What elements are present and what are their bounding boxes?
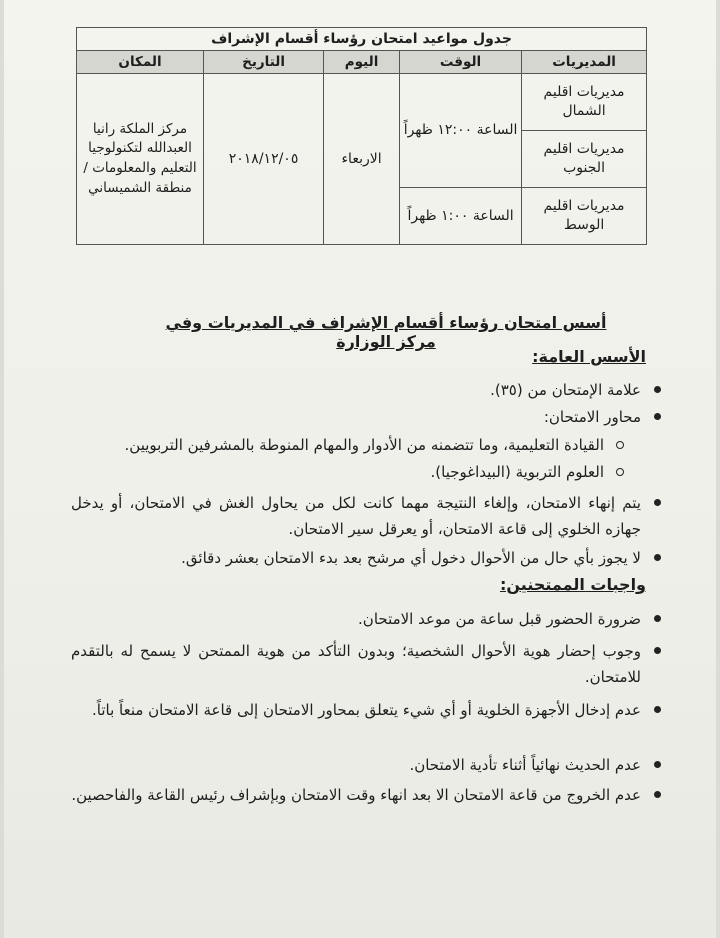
general-item: علامة الإمتحان من (٣٥). bbox=[71, 377, 641, 403]
duty-item: عدم الحديث نهائياً أثناء تأدية الامتحان. bbox=[71, 752, 641, 778]
table-caption: جدول مواعيد امتحان رؤساء أقسام الإشراف bbox=[77, 28, 647, 51]
duty-item: عدم الخروج من قاعة الامتحان الا بعد انهاء وقت الامتحان وبإشراف رئيس القاعة والفاحصين. bbox=[71, 782, 641, 808]
exam-schedule-table bbox=[76, 27, 647, 245]
document-title: أسس امتحان رؤساء أقسام الإشراف في المديريات وفي مركز الوزارة bbox=[165, 313, 607, 351]
sub-item: العلوم التربوية (البيداغوجيا). bbox=[74, 459, 604, 485]
general-item: يتم إنهاء الامتحان، وإلغاء النتيجة مهما كانت لكل من يحاول الغش في الامتحان، أو يدخل جهازه الخلوي إلى قاعة الامتحان، أو يعرقل سير الامتحان. bbox=[71, 490, 641, 542]
bullet-icon bbox=[654, 791, 661, 798]
bullet-icon bbox=[654, 499, 661, 506]
directorate-middle: مديريات اقليم الوسط bbox=[522, 188, 647, 245]
header-time: الوقت bbox=[400, 51, 522, 74]
bullet-icon bbox=[654, 386, 661, 393]
bullet-icon bbox=[654, 615, 661, 622]
bullet-icon bbox=[654, 706, 661, 713]
duty-item: عدم إدخال الأجهزة الخلوية أو أي شيء يتعلق بمحاور الامتحان إلى قاعة الامتحان منعاً باتاً. bbox=[71, 697, 641, 723]
bullet-icon bbox=[654, 761, 661, 768]
general-rules-title: الأسس العامة: bbox=[532, 347, 646, 366]
bullet-icon bbox=[654, 647, 661, 654]
duty-item: ضرورة الحضور قبل ساعة من موعد الامتحان. bbox=[71, 606, 641, 632]
duty-item: وجوب إحضار هوية الأحوال الشخصية؛ وبدون التأكد من هوية الممتحن لا يسمح له بالتقدم للامتحان. bbox=[71, 638, 641, 690]
bullet-icon bbox=[654, 413, 661, 420]
circle-bullet-icon bbox=[616, 468, 624, 476]
exam-day: الاربعاء bbox=[324, 74, 400, 245]
directorate-south: مديريات اقليم الجنوب bbox=[522, 131, 647, 188]
circle-bullet-icon bbox=[616, 441, 624, 449]
general-item: محاور الامتحان: bbox=[71, 404, 641, 430]
exam-date: ٢٠١٨/١٢/٠٥ bbox=[204, 74, 324, 245]
examinee-duties-title: واجبات الممتحنين: bbox=[499, 575, 646, 594]
header-directorates: المديريات bbox=[522, 51, 647, 74]
bullet-icon bbox=[654, 554, 661, 561]
time-middle: الساعة ١:٠٠ ظهراً bbox=[400, 188, 522, 245]
general-item: لا يجوز بأي حال من الأحوال دخول أي مرشح بعد بدء الامتحان بعشر دقائق. bbox=[71, 545, 641, 571]
sub-item: القيادة التعليمية، وما تتضمنه من الأدوار والمهام المنوطة بالمشرفين التربويين. bbox=[74, 432, 604, 458]
document-page bbox=[4, 0, 716, 938]
exam-place: مركز الملكة رانيا العبدالله لتكنولوجيا التعليم والمعلومات / منطقة الشميساني bbox=[77, 74, 204, 245]
header-place: المكان bbox=[77, 51, 204, 74]
header-day: اليوم bbox=[324, 51, 400, 74]
header-date: التاريخ bbox=[204, 51, 324, 74]
directorate-north: مديريات اقليم الشمال bbox=[522, 74, 647, 131]
time-north-south: الساعة ١٢:٠٠ ظهراً bbox=[400, 74, 522, 188]
